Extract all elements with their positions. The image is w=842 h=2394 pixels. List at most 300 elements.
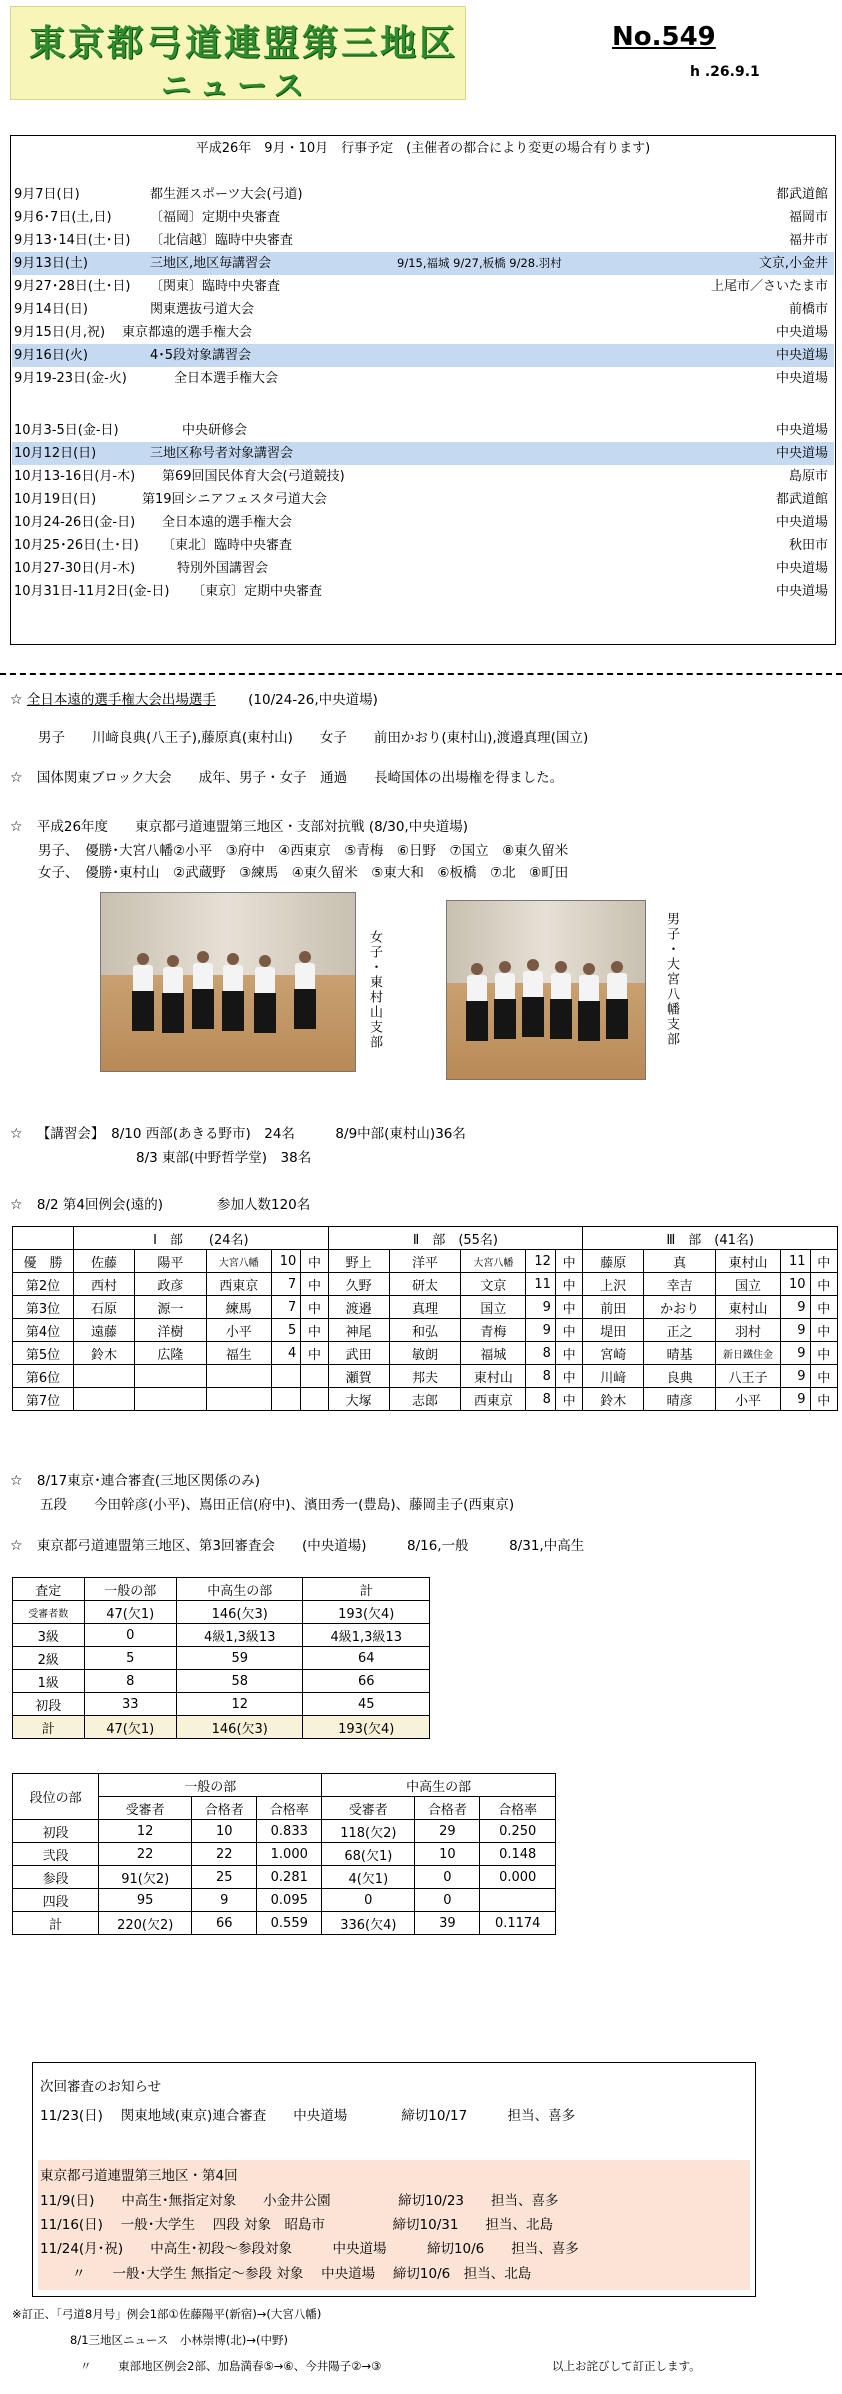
- dan-value-cell: 0.559: [257, 1912, 322, 1935]
- division-header: Ⅰ 部 (24名): [74, 1227, 329, 1250]
- schedule-row: [12, 488, 834, 511]
- athletes-line: 男子 川﨑良典(八王子),藤原真(東村山) 女子 前田かおり(東村山),渡邉真理(国立): [38, 730, 589, 746]
- schedule-date: 9月19-23日(金-火): [14, 371, 127, 386]
- schedule-venue: 中央道場: [775, 348, 828, 363]
- dan-results-table: [12, 1773, 556, 1935]
- joint-exam-title: 8/17東京･連合審査(三地区関係のみ): [36, 1473, 260, 1489]
- schedule-row: [12, 557, 834, 580]
- grade-cell: [301, 1388, 328, 1411]
- schedule-title: 平成26年 9月・10月 行事予定 (主催者の都合により変更の場合有ります): [195, 141, 651, 156]
- hits-cell: 7: [271, 1273, 300, 1296]
- given-name-cell: 正之: [644, 1319, 716, 1342]
- given-name-cell: 陽平: [135, 1250, 207, 1273]
- schedule-date: 10月19日(日): [14, 492, 97, 507]
- notice-title: 次回審査のお知らせ: [40, 2079, 162, 2095]
- count-cell: 193(欠4): [303, 1716, 430, 1739]
- grade-cell: 中: [555, 1365, 582, 1388]
- surname-cell: 堤田: [583, 1319, 644, 1342]
- count-cell: 66: [303, 1670, 430, 1693]
- count-cell: 33: [84, 1693, 176, 1716]
- hits-cell: 10: [271, 1250, 300, 1273]
- dan-header-row: [13, 1774, 556, 1797]
- schedule-event: 全日本選手権大会: [174, 371, 279, 386]
- schedule-venue: 前橋市: [788, 302, 828, 317]
- lecture-line-1: 【講習会】 8/10 西部(あきる野市) 24名 8/9中部(東村山)36名: [36, 1126, 466, 1142]
- grade-cell: 中: [810, 1342, 837, 1365]
- grade-cell: 中: [810, 1319, 837, 1342]
- branch-cell: 練馬: [206, 1296, 271, 1319]
- kyu-row: [13, 1601, 430, 1624]
- given-name-cell: 志郎: [389, 1388, 461, 1411]
- given-name-cell: [135, 1365, 207, 1388]
- surname-cell: 上沢: [583, 1273, 644, 1296]
- hits-cell: 9: [781, 1365, 810, 1388]
- grade-cell: 中: [810, 1388, 837, 1411]
- branch-cell: 大宮八幡: [461, 1250, 526, 1273]
- schedule-row: [12, 511, 834, 534]
- schedule-date: 9月7日(日): [14, 187, 80, 202]
- surname-cell: 石原: [74, 1296, 135, 1319]
- surname-cell: 遠藤: [74, 1319, 135, 1342]
- schedule-row: [12, 321, 834, 344]
- women-results: 女子、 優勝･東村山 ②武蔵野 ③練馬 ④東久留米 ⑤東大和 ⑥板橋 ⑦北 ⑧町田: [38, 865, 569, 881]
- star-icon: ☆: [10, 1473, 23, 1489]
- section-joint-exam: [10, 1469, 260, 1489]
- surname-cell: 前田: [583, 1296, 644, 1319]
- count-cell: 59: [177, 1647, 303, 1670]
- division-header: Ⅲ 部 (41名): [583, 1227, 838, 1250]
- schedule-date: 10月31日-11月2日(金-日): [14, 584, 170, 599]
- newsletter-title: 東京都弓道連盟第三地区: [29, 22, 459, 64]
- schedule-venue: 中央道場: [775, 446, 828, 461]
- correction-line-2: 8/1三地区ニュース 小林崇博(北)→(中野): [70, 2333, 289, 2347]
- star-icon: ☆: [10, 1197, 23, 1213]
- branch-cell: 新日鐵住金: [715, 1342, 780, 1365]
- grade-label-cell: 1級: [13, 1670, 85, 1693]
- dan-label-cell: 計: [13, 1912, 99, 1935]
- dan-header-cell: 一般の部: [99, 1774, 322, 1797]
- grade-cell: 中: [555, 1342, 582, 1365]
- given-name-cell: 和弘: [389, 1319, 461, 1342]
- dan-value-cell: 336(欠4): [322, 1912, 415, 1935]
- grade-label-cell: 計: [13, 1716, 85, 1739]
- grade-label-cell: 受審者数: [13, 1601, 85, 1624]
- schedule-event: 〔関東〕臨時中央審査: [150, 279, 281, 294]
- grade-cell: 中: [555, 1250, 582, 1273]
- notice-line-5: 〃 一般･大学生 無指定～参段 対象 中央道場 締切10/6 担当、北島: [72, 2266, 532, 2282]
- surname-cell: [74, 1365, 135, 1388]
- hits-cell: 5: [271, 1319, 300, 1342]
- branch-cell: 国立: [461, 1296, 526, 1319]
- given-name-cell: 洋平: [389, 1250, 461, 1273]
- branch-cell: 国立: [715, 1273, 780, 1296]
- grade-cell: 中: [555, 1296, 582, 1319]
- count-cell: 4級1,3級13: [303, 1624, 430, 1647]
- schedule-event: 全日本遠的選手権大会: [162, 515, 293, 530]
- rank-cell: 第7位: [13, 1388, 74, 1411]
- rank-cell: 第4位: [13, 1319, 74, 1342]
- given-name-cell: 源一: [135, 1296, 207, 1319]
- branch-cell: 羽村: [715, 1319, 780, 1342]
- results-row: [13, 1365, 838, 1388]
- schedule-date: 10月27-30日(月-木): [14, 561, 136, 576]
- schedule-event: 東京都遠的選手権大会: [122, 325, 253, 340]
- schedule-event: 第19回シニアフェスタ弓道大会: [142, 492, 327, 507]
- star-icon: ☆: [10, 692, 23, 708]
- lecture-line-2: 8/3 東部(中野哲学堂) 38名: [136, 1150, 312, 1166]
- branch-cell: 文京: [461, 1273, 526, 1296]
- dan-subheader-cell: 合格者: [415, 1797, 480, 1820]
- schedule-row: [12, 183, 834, 206]
- count-cell: 146(欠3): [177, 1601, 303, 1624]
- schedule-venue: 都武道館: [775, 187, 828, 202]
- branch-cell: 大宮八幡: [206, 1250, 271, 1273]
- surname-cell: 藤原: [583, 1250, 644, 1273]
- surname-cell: 西村: [74, 1273, 135, 1296]
- rank-cell: 第3位: [13, 1296, 74, 1319]
- dan-value-cell: [480, 1889, 556, 1912]
- section-all-japan: [10, 688, 378, 708]
- branch-cell: 青梅: [461, 1319, 526, 1342]
- kyu-header-row: [13, 1578, 430, 1601]
- dan-value-cell: 0.095: [257, 1889, 322, 1912]
- given-name-cell: [135, 1388, 207, 1411]
- schedule-date: 9月13･14日(土･日): [14, 233, 131, 248]
- count-cell: 45: [303, 1693, 430, 1716]
- count-cell: 146(欠3): [177, 1716, 303, 1739]
- branch-cell: 東村山: [715, 1296, 780, 1319]
- schedule-venue: 上尾市／さいたま市: [710, 279, 828, 294]
- dan-value-cell: 4(欠1): [322, 1866, 415, 1889]
- schedule-date: 9月16日(火): [14, 348, 88, 363]
- branch-cell: 東村山: [461, 1365, 526, 1388]
- joint-exam-passers: 五段 今田幹彦(小平)、嶌田正信(府中)、濱田秀一(豊島)、藤岡圭子(西東京): [40, 1497, 515, 1513]
- dan-value-cell: 29: [415, 1820, 480, 1843]
- notice-line-3: 11/16(日) 一般･大学生 四段 対象 昭島市 締切10/31 担当、北島: [40, 2217, 553, 2233]
- division-header: Ⅱ 部 (55名): [328, 1227, 583, 1250]
- section-meet: [10, 1193, 310, 1213]
- hits-cell: [271, 1365, 300, 1388]
- hits-cell: 11: [526, 1273, 555, 1296]
- correction-apology: 以上お詫びして訂正します。: [552, 2359, 701, 2373]
- hits-cell: 4: [271, 1342, 300, 1365]
- dan-value-cell: 220(欠2): [99, 1912, 192, 1935]
- section-title: 全日本遠的選手権大会出場選手: [26, 692, 216, 708]
- grade-cell: 中: [301, 1273, 328, 1296]
- schedule-venue: 文京,小金井: [758, 256, 828, 271]
- count-cell: 58: [177, 1670, 303, 1693]
- section-third-exam: [10, 1534, 584, 1554]
- surname-cell: 渡邉: [328, 1296, 389, 1319]
- hits-cell: 12: [526, 1250, 555, 1273]
- given-name-cell: 敏朗: [389, 1342, 461, 1365]
- schedule-date: 9月15日(月,祝): [14, 325, 106, 340]
- given-name-cell: 研太: [389, 1273, 461, 1296]
- hits-cell: 10: [781, 1273, 810, 1296]
- section-divider: [0, 673, 842, 675]
- given-name-cell: かおり: [644, 1296, 716, 1319]
- branch-cell: 西東京: [206, 1273, 271, 1296]
- correction-line-1: ※訂正、「弓道8月号」例会1部①佐藤陽平(新宿)→(大宮八幡): [12, 2307, 322, 2321]
- hits-cell: [271, 1388, 300, 1411]
- star-icon: ☆: [10, 1126, 23, 1142]
- surname-cell: 神尾: [328, 1319, 389, 1342]
- schedule-venue: 秋田市: [788, 538, 828, 553]
- results-row: [13, 1319, 838, 1342]
- schedule-event: 〔福岡〕定期中央審査: [150, 210, 281, 225]
- dan-subheader-cell: 受審者: [99, 1797, 192, 1820]
- photo-caption-right: 男子・大宮八幡支部: [664, 912, 679, 1047]
- section-subtitle: (10/24-26,中央道場): [248, 692, 378, 708]
- star-icon: ☆: [10, 819, 23, 835]
- grade-cell: 中: [301, 1342, 328, 1365]
- count-cell: 4級1,3級13: [177, 1624, 303, 1647]
- branch-cell: [206, 1388, 271, 1411]
- count-cell: 47(欠1): [84, 1716, 176, 1739]
- dan-row: [13, 1843, 556, 1866]
- schedule-venue: 福井市: [788, 233, 828, 248]
- notice-line-2: 11/9(日) 中高生･無指定対象 小金井公園 締切10/23 担当、喜多: [40, 2193, 559, 2209]
- given-name-cell: 真理: [389, 1296, 461, 1319]
- given-name-cell: 邦夫: [389, 1365, 461, 1388]
- schedule-date: 10月13-16日(月-木): [14, 469, 136, 484]
- schedule-row: [12, 367, 834, 390]
- dan-value-cell: 10: [192, 1820, 257, 1843]
- count-cell: 8: [84, 1670, 176, 1693]
- given-name-cell: 晴基: [644, 1342, 716, 1365]
- schedule-date: 10月24-26日(金-日): [14, 515, 136, 530]
- dan-label-cell: 四段: [13, 1889, 99, 1912]
- grade-cell: 中: [810, 1296, 837, 1319]
- dan-value-cell: 22: [192, 1843, 257, 1866]
- count-cell: 5: [84, 1647, 176, 1670]
- surname-cell: [74, 1388, 135, 1411]
- branch-cell: 東村山: [715, 1250, 780, 1273]
- schedule-date: 10月25･26日(土･日): [14, 538, 139, 553]
- branch-cell: 小平: [206, 1319, 271, 1342]
- count-cell: 0: [84, 1624, 176, 1647]
- given-name-cell: 広隆: [135, 1342, 207, 1365]
- surname-cell: 大塚: [328, 1388, 389, 1411]
- dan-subheader-cell: 合格率: [257, 1797, 322, 1820]
- surname-cell: 瀬賀: [328, 1365, 389, 1388]
- branch-cell: [206, 1365, 271, 1388]
- section-branch-match: [10, 815, 468, 835]
- dan-row: [13, 1866, 556, 1889]
- schedule-date: 9月6･7日(土,日): [14, 210, 112, 225]
- hits-cell: 8: [526, 1388, 555, 1411]
- dan-value-cell: 118(欠2): [322, 1820, 415, 1843]
- dan-value-cell: 12: [99, 1820, 192, 1843]
- photo-caption-left: 女子・東村山支部: [367, 930, 382, 1050]
- results-row: [13, 1342, 838, 1365]
- count-cell: 64: [303, 1647, 430, 1670]
- results-row: [13, 1273, 838, 1296]
- schedule-event: 第69回国民体育大会(弓道競技): [162, 469, 345, 484]
- dan-value-cell: 1.000: [257, 1843, 322, 1866]
- schedule-venue: 中央道場: [775, 584, 828, 599]
- schedule-row: [12, 419, 834, 442]
- schedule-event: 〔東北〕臨時中央審査: [162, 538, 293, 553]
- schedule-date: 9月27･28日(土･日): [14, 279, 131, 294]
- results-header-row: [13, 1227, 838, 1250]
- schedule-venue: 中央道場: [775, 515, 828, 530]
- schedule-event: 4･5段対象講習会: [150, 348, 252, 363]
- dan-value-cell: 0.148: [480, 1843, 556, 1866]
- grade-label-cell: 3級: [13, 1624, 85, 1647]
- schedule-event: 三地区,地区毎講習会: [150, 256, 272, 271]
- schedule-venue: 都武道館: [775, 492, 828, 507]
- branch-cell: 福生: [206, 1342, 271, 1365]
- hits-cell: 11: [781, 1250, 810, 1273]
- given-name-cell: 晴彦: [644, 1388, 716, 1411]
- schedule-venue: 福岡市: [788, 210, 828, 225]
- hits-cell: 9: [781, 1296, 810, 1319]
- given-name-cell: 良典: [644, 1365, 716, 1388]
- schedule-row: [12, 344, 834, 367]
- given-name-cell: 真: [644, 1250, 716, 1273]
- branch-cell: 西東京: [461, 1388, 526, 1411]
- dan-value-cell: 39: [415, 1912, 480, 1935]
- schedule-venue: 中央道場: [775, 371, 828, 386]
- section-kokutai: [10, 766, 563, 786]
- schedule-event: 中央研修会: [182, 423, 248, 438]
- branch-cell: 八王子: [715, 1365, 780, 1388]
- hits-cell: 9: [781, 1388, 810, 1411]
- schedule-date: 10月12日(日): [14, 446, 97, 461]
- schedule-row: [12, 580, 834, 603]
- dan-subheader-cell: 受審者: [322, 1797, 415, 1820]
- schedule-event: 〔東京〕定期中央審査: [192, 584, 323, 599]
- issue-date: h .26.9.1: [690, 64, 760, 80]
- correction-line-3: 〃 東部地区例会2部、加島満春⑤→⑥、今井陽子②→③: [80, 2359, 382, 2373]
- kyu-row: [13, 1624, 430, 1647]
- schedule-row: [12, 534, 834, 557]
- hits-cell: 9: [526, 1296, 555, 1319]
- grade-cell: 中: [301, 1296, 328, 1319]
- kyu-summary-table: [12, 1577, 430, 1739]
- star-icon: ☆: [10, 1538, 23, 1554]
- results-row: [13, 1250, 838, 1273]
- dan-label-cell: 参段: [13, 1866, 99, 1889]
- kokutai-line: 国体関東ブロック大会 成年、男子・女子 通過 長崎国体の出場権を得ました。: [36, 770, 564, 786]
- surname-cell: 野上: [328, 1250, 389, 1273]
- results-corner: [13, 1227, 74, 1250]
- dan-value-cell: 0.250: [480, 1820, 556, 1843]
- grade-cell: 中: [810, 1365, 837, 1388]
- dan-row: [13, 1912, 556, 1935]
- masthead: [10, 6, 466, 104]
- schedule-event: 〔北信越〕臨時中央審査: [150, 233, 294, 248]
- surname-cell: 川﨑: [583, 1365, 644, 1388]
- hits-cell: 9: [526, 1319, 555, 1342]
- kyu-row: [13, 1647, 430, 1670]
- dan-row: [13, 1820, 556, 1843]
- dan-value-cell: 0.833: [257, 1820, 322, 1843]
- schedule-note: 9/15,福城 9/27,板橋 9/28.羽村: [397, 256, 562, 270]
- kyu-header-cell: 一般の部: [84, 1578, 176, 1601]
- grade-cell: 中: [555, 1273, 582, 1296]
- surname-cell: 宮崎: [583, 1342, 644, 1365]
- hits-cell: 9: [781, 1319, 810, 1342]
- grade-cell: [301, 1365, 328, 1388]
- notice-line-1: 11/23(日) 関東地域(東京)連合審査 中央道場 締切10/17 担当、喜多: [40, 2108, 576, 2124]
- dan-subheader-cell: 合格者: [192, 1797, 257, 1820]
- surname-cell: 鈴木: [74, 1342, 135, 1365]
- schedule-venue: 島原市: [788, 469, 828, 484]
- dan-label-cell: 弐段: [13, 1843, 99, 1866]
- hits-cell: 7: [271, 1296, 300, 1319]
- star-icon: ☆: [10, 770, 23, 786]
- schedule-venue: 中央道場: [775, 423, 828, 438]
- kyu-header-cell: 中高生の部: [177, 1578, 303, 1601]
- schedule-event: 関東選抜弓道大会: [150, 302, 255, 317]
- schedule-venue: 中央道場: [775, 325, 828, 340]
- schedule-row: [12, 298, 834, 321]
- dan-value-cell: 0: [415, 1866, 480, 1889]
- grade-cell: 中: [301, 1319, 328, 1342]
- notice-subtitle: 東京都弓道連盟第三地区・第4回: [40, 2168, 238, 2184]
- dan-value-cell: 91(欠2): [99, 1866, 192, 1889]
- schedule-date: 9月13日(土): [14, 256, 88, 271]
- dan-header-cell: 中高生の部: [322, 1774, 556, 1797]
- dan-label-cell: 初段: [13, 1820, 99, 1843]
- hits-cell: 8: [526, 1365, 555, 1388]
- dan-value-cell: 0.1174: [480, 1912, 556, 1935]
- issue-number: No.549: [612, 22, 716, 52]
- kyu-row: [13, 1716, 430, 1739]
- dan-subheader-cell: 合格率: [480, 1797, 556, 1820]
- schedule-row: [12, 229, 834, 252]
- count-cell: 12: [177, 1693, 303, 1716]
- grade-label-cell: 2級: [13, 1647, 85, 1670]
- dan-value-cell: 68(欠1): [322, 1843, 415, 1866]
- grade-label-cell: 初段: [13, 1693, 85, 1716]
- surname-cell: 佐藤: [74, 1250, 135, 1273]
- schedule-event: 特別外国講習会: [177, 561, 269, 576]
- rank-cell: 優 勝: [13, 1250, 74, 1273]
- hits-cell: 9: [781, 1342, 810, 1365]
- given-name-cell: 洋樹: [135, 1319, 207, 1342]
- dan-value-cell: 25: [192, 1866, 257, 1889]
- results-row: [13, 1296, 838, 1319]
- schedule-row: [12, 465, 834, 488]
- photo-men-omiyahachiman: [446, 900, 646, 1080]
- kyu-header-cell: 査定: [13, 1578, 85, 1601]
- rank-cell: 第5位: [13, 1342, 74, 1365]
- kyu-header-cell: 計: [303, 1578, 430, 1601]
- schedule-row: [12, 275, 834, 298]
- kyu-row: [13, 1693, 430, 1716]
- count-cell: 47(欠1): [84, 1601, 176, 1624]
- third-exam-title: 東京都弓道連盟第三地区、第3回審査会 (中央道場) 8/16,一般 8/31,中高生: [36, 1538, 585, 1554]
- dan-value-cell: 0: [415, 1889, 480, 1912]
- notice-line-4: 11/24(月･祝) 中高生･初段～参段対象 中央道場 締切10/6 担当、喜多: [40, 2241, 579, 2257]
- meet-line: 8/2 第4回例会(遠的) 参加人数120名: [36, 1197, 311, 1213]
- branch-cell: 小平: [715, 1388, 780, 1411]
- dan-header-cell: 段位の部: [13, 1774, 99, 1820]
- schedule-date: 10月3-5日(金-日): [14, 423, 119, 438]
- photo-women-higashimurayama: [100, 892, 356, 1072]
- branch-cell: 福城: [461, 1342, 526, 1365]
- grade-cell: 中: [810, 1250, 837, 1273]
- dan-value-cell: 0.281: [257, 1866, 322, 1889]
- section-title: 平成26年度 東京都弓道連盟第三地区・支部対抗戦 (8/30,中央道場): [36, 819, 468, 835]
- dan-value-cell: 0: [322, 1889, 415, 1912]
- dan-value-cell: 10: [415, 1843, 480, 1866]
- schedule-date: 9月14日(日): [14, 302, 88, 317]
- surname-cell: 久野: [328, 1273, 389, 1296]
